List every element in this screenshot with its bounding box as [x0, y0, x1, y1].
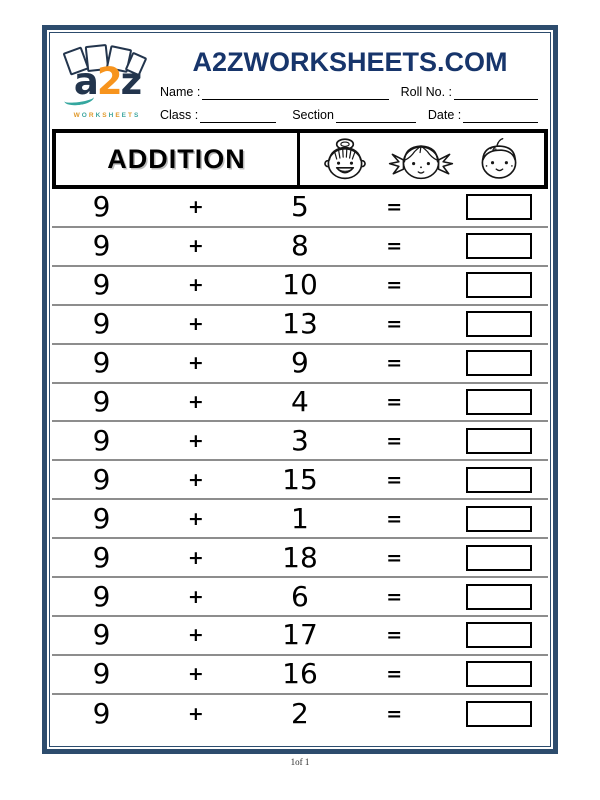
equals-sign-icon: =	[386, 390, 403, 413]
first-addend: 9	[92, 307, 111, 341]
second-addend: 15	[282, 462, 318, 496]
plus-operator-icon: +	[187, 663, 204, 686]
worksheet-title-strip	[52, 129, 548, 189]
kids-faces-illustration	[300, 133, 544, 185]
first-addend: 9	[92, 346, 111, 380]
equals-sign-icon: =	[386, 235, 403, 258]
answer-cell	[429, 350, 548, 376]
roll-no-label: Roll No. :	[400, 85, 452, 99]
answer-box[interactable]	[466, 584, 532, 610]
plus-operator-icon: +	[187, 703, 204, 726]
problem-row	[52, 267, 548, 306]
answer-cell	[429, 661, 548, 687]
problem-row	[52, 578, 548, 617]
answer-cell	[429, 233, 548, 259]
equals-sign-icon: =	[386, 429, 403, 452]
equals-sign-icon: =	[386, 624, 403, 647]
answer-box[interactable]	[466, 350, 532, 376]
logo-swoosh-icon	[63, 91, 94, 107]
plus-operator-icon: +	[187, 196, 204, 219]
section-label: Section	[292, 108, 334, 122]
equals-sign-icon: =	[386, 703, 403, 726]
answer-cell	[429, 506, 548, 532]
first-addend: 9	[92, 268, 111, 302]
answer-box[interactable]	[466, 622, 532, 648]
second-addend: 5	[291, 190, 309, 224]
answer-cell	[429, 311, 548, 337]
first-addend: 9	[92, 697, 111, 731]
first-addend: 9	[92, 540, 111, 574]
equals-sign-icon: =	[386, 546, 403, 569]
class-blank-field[interactable]	[200, 110, 276, 123]
first-addend: 9	[92, 579, 111, 613]
answer-cell	[429, 701, 548, 727]
answer-box[interactable]	[466, 545, 532, 571]
name-blank-field[interactable]	[202, 87, 388, 100]
section-blank-field[interactable]	[336, 110, 416, 123]
page-number: 1of 1	[290, 757, 310, 767]
page-border-inner-line	[49, 32, 551, 747]
plus-operator-icon: +	[187, 429, 204, 452]
first-addend: 9	[92, 384, 111, 418]
equals-sign-icon: =	[386, 352, 403, 375]
answer-box[interactable]	[466, 233, 532, 259]
first-addend: 9	[92, 229, 111, 263]
first-addend: 9	[92, 501, 111, 535]
answer-box[interactable]	[466, 701, 532, 727]
second-addend: 2	[291, 697, 309, 731]
problems-table	[52, 189, 548, 744]
problem-row	[52, 461, 548, 500]
logo-a2z-text: a2z	[73, 60, 141, 103]
first-addend: 9	[92, 618, 111, 652]
second-addend: 13	[282, 307, 318, 341]
answer-box[interactable]	[466, 506, 532, 532]
plus-operator-icon: +	[187, 274, 204, 297]
answer-cell	[429, 467, 548, 493]
answer-cell	[429, 428, 548, 454]
answer-box[interactable]	[466, 311, 532, 337]
name-roll-line	[160, 85, 540, 100]
problem-row	[52, 189, 548, 228]
plus-operator-icon: +	[187, 390, 204, 413]
answer-box[interactable]	[466, 467, 532, 493]
plus-operator-icon: +	[187, 352, 204, 375]
site-title: A2ZWORKSHEETS.COM	[192, 47, 508, 77]
problem-row	[52, 695, 548, 734]
answer-box[interactable]	[466, 389, 532, 415]
plus-operator-icon: +	[187, 546, 204, 569]
plus-operator-icon: +	[187, 313, 204, 336]
answer-box[interactable]	[466, 272, 532, 298]
answer-box[interactable]	[466, 194, 532, 220]
problem-row	[52, 384, 548, 423]
answer-box[interactable]	[466, 661, 532, 687]
plus-operator-icon: +	[187, 585, 204, 608]
second-addend: 9	[291, 346, 309, 380]
plus-operator-icon: +	[187, 235, 204, 258]
answer-cell	[429, 584, 548, 610]
worksheet-title: ADDITION	[56, 133, 300, 185]
plus-operator-icon: +	[187, 468, 204, 491]
page-border-frame	[42, 25, 558, 754]
problem-row	[52, 306, 548, 345]
a2z-logo	[60, 45, 154, 119]
answer-cell	[429, 272, 548, 298]
equals-sign-icon: =	[386, 468, 403, 491]
second-addend: 6	[291, 579, 309, 613]
problem-row	[52, 228, 548, 267]
answer-cell	[429, 194, 548, 220]
problem-row	[52, 345, 548, 384]
second-addend: 3	[291, 423, 309, 457]
answer-cell	[429, 622, 548, 648]
problem-row	[52, 617, 548, 656]
equals-sign-icon: =	[386, 663, 403, 686]
answer-cell	[429, 389, 548, 415]
answer-box[interactable]	[466, 428, 532, 454]
roll-no-blank-field[interactable]	[454, 87, 538, 100]
first-addend: 9	[92, 462, 111, 496]
second-addend: 10	[282, 268, 318, 302]
boy-with-fringe-icon	[472, 135, 526, 183]
equals-sign-icon: =	[386, 507, 403, 530]
first-addend: 9	[92, 657, 111, 691]
problem-row	[52, 500, 548, 539]
problem-row	[52, 539, 548, 578]
plus-operator-icon: +	[187, 507, 204, 530]
name-label: Name :	[160, 85, 201, 99]
problem-row	[52, 656, 548, 695]
answer-cell	[429, 545, 548, 571]
second-addend: 8	[291, 229, 309, 263]
equals-sign-icon: =	[386, 585, 403, 608]
second-addend: 1	[291, 501, 309, 535]
problem-row	[52, 422, 548, 461]
equals-sign-icon: =	[386, 196, 403, 219]
second-addend: 17	[282, 618, 318, 652]
first-addend: 9	[92, 423, 111, 457]
second-addend: 18	[282, 540, 318, 574]
plus-operator-icon: +	[187, 624, 204, 647]
kid-with-bun-icon	[319, 135, 371, 183]
equals-sign-icon: =	[386, 313, 403, 336]
worksheet-header	[52, 35, 548, 129]
logo-wordmark: WORKSHEETS	[73, 112, 141, 119]
second-addend: 16	[282, 657, 318, 691]
first-addend: 9	[92, 190, 111, 224]
equals-sign-icon: =	[386, 274, 403, 297]
second-addend: 4	[291, 384, 309, 418]
date-blank-field[interactable]	[463, 110, 538, 123]
class-section-date-line	[160, 108, 540, 123]
girl-with-pigtails-icon	[385, 135, 457, 183]
class-label: Class :	[160, 108, 199, 122]
date-label: Date :	[427, 108, 462, 122]
